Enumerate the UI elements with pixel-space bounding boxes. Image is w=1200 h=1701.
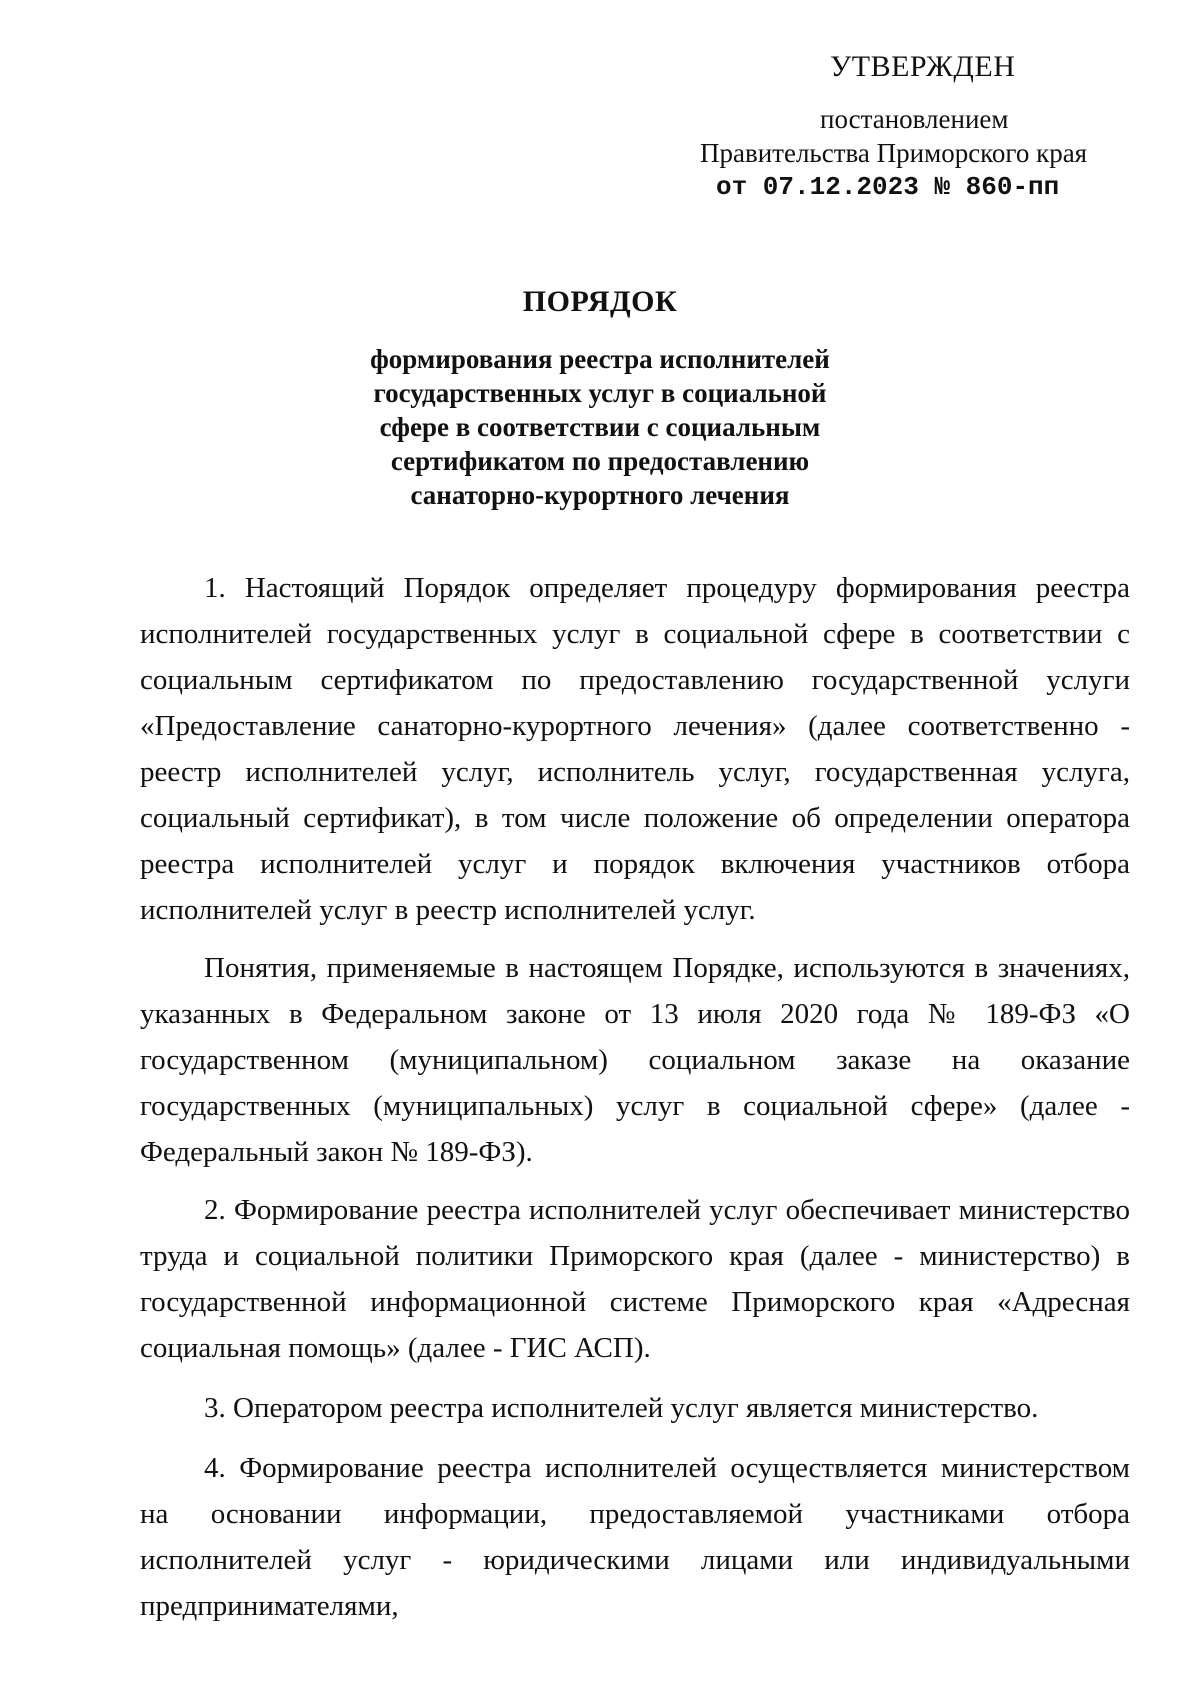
document-body: [140, 565, 1130, 1629]
paragraph-definitions: Понятия, применяемые в настоящем Порядке, используются в значениях, указанных в Федеральном законе от 13 июля 2020 года № 189-ФЗ «О государственном (муниципальном) социальном заказе на оказание государственных (муниципальных) услуг в социальной сфере» (далее - Федеральный закон № 189-ФЗ).: [140, 952, 1130, 1168]
document-subtitle: формирования реестра исполнителей государственных услуг в социальной сфере в соответствии с социальным сертификатом по предоставлению санаторно-курортного лечения: [370, 344, 830, 510]
approval-line-date-number: от 07.12.2023 № 860-пп: [716, 172, 1060, 202]
document-title: ПОРЯДОК: [522, 285, 678, 318]
approval-line-government: Правительства Приморского края: [700, 138, 1088, 168]
approval-line-resolution: постановлением: [820, 104, 1009, 134]
approval-stamp-title: УТВЕРЖДЕН: [830, 50, 1016, 83]
paragraph-2: 2. Формирование реестра исполнителей услуг обеспечивает министерство труда и социальной политики Приморского края (далее - министерство) в государственной информационной системе Приморского края «Адресная социальная помощь» (далее - ГИС АСП).: [140, 1194, 1130, 1364]
paragraph-1: 1. Настоящий Порядок определяет процедуру формирования реестра исполнителей государственных услуг в социальной сфере в соответствии с социальным сертификатом по предоставлению государственной услуги «Предоставление санаторно-курортного лечения» (далее соответственно - реестр исполнителей услуг, исполнитель услуг, государственная услуга, социальный сертификат), в том числе положение об определении оператора реестра исполнителей услуг и порядок включения участников отбора исполнителей услуг в реестр исполнителей услуг.: [140, 572, 1130, 926]
paragraph-3: 3. Оператором реестра исполнителей услуг является министерство.: [204, 1392, 1039, 1424]
paragraph-4: 4. Формирование реестра исполнителей осуществляется министерством на основании информации, предоставляемой участниками отбора исполнителей услуг - юридическими лицами или индивидуальными предпринимателями,: [140, 1452, 1130, 1622]
